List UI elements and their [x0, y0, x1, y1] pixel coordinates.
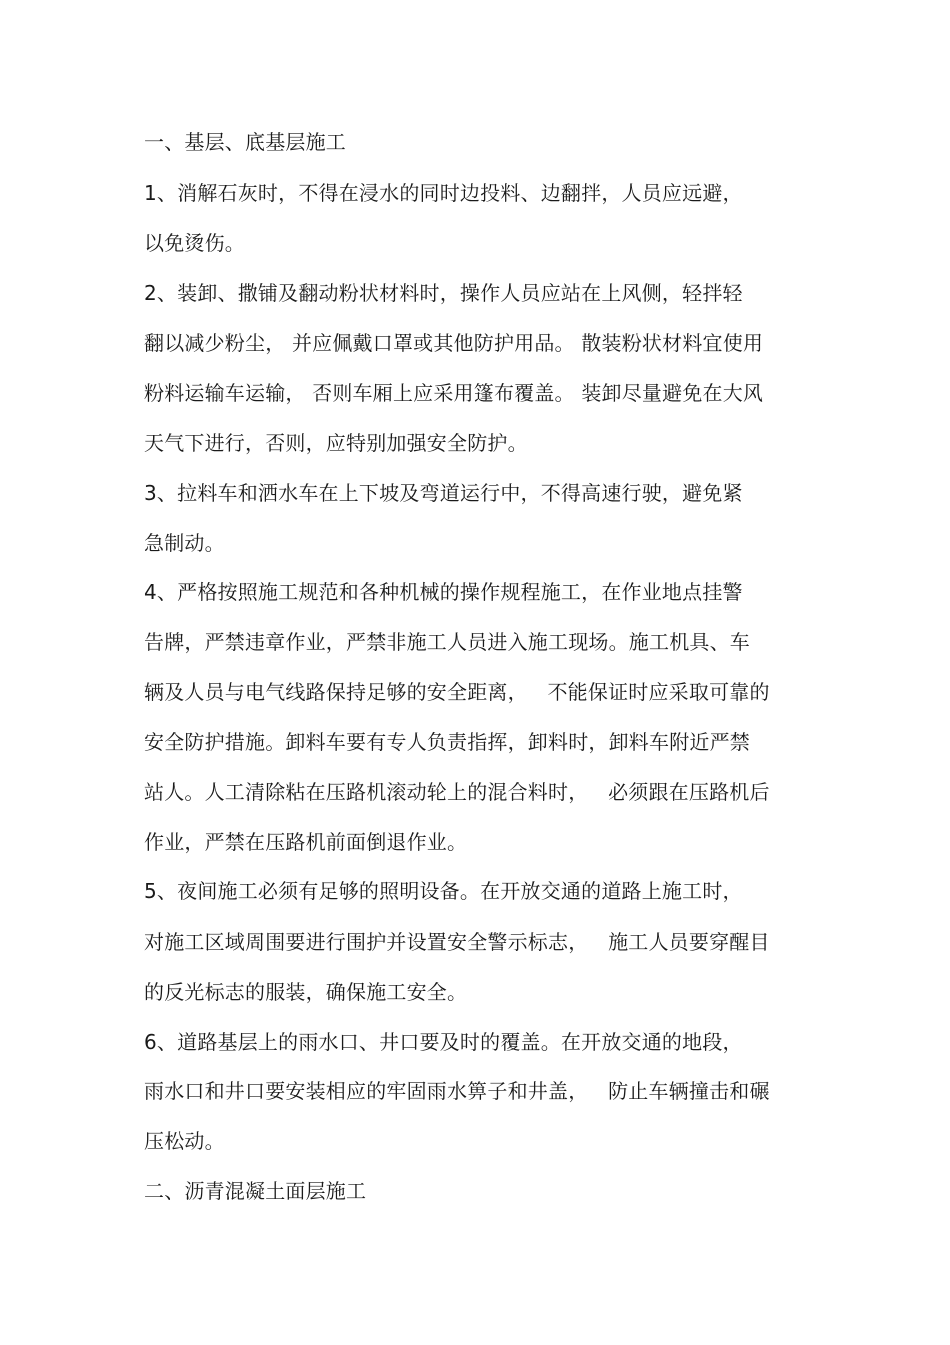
paragraph-5-line-2: 对施工区域周围要进行围护并设置安全警示标志， 施工人员要穿醒目 — [144, 930, 770, 954]
paragraph-4-line-6: 作业，严禁在压路机前面倒退作业。 — [144, 830, 468, 854]
paragraph-4-line-2: 告牌，严禁违章作业，严禁非施工人员进入施工现场。施工机具、车 — [144, 630, 750, 654]
paragraph-6-line-2: 雨水口和井口要安装相应的牢固雨水箅子和井盖， 防止车辆撞击和碾 — [144, 1079, 770, 1103]
paragraph-6-line-1: 6、道路基层上的雨水口、井口要及时的覆盖。在开放交通的地段， — [144, 1030, 743, 1054]
paragraph-4-line-5: 站人。人工清除粘在压路机滚动轮上的混合料时， 必须跟在压路机后 — [144, 780, 770, 804]
paragraph-1-line-2: 以免烫伤。 — [144, 231, 245, 255]
paragraph-4-line-4: 安全防护措施。卸料车要有专人负责指挥，卸料时，卸料车附近严禁 — [144, 730, 750, 754]
paragraph-3-line-2: 急制动。 — [144, 531, 225, 555]
paragraph-6-line-3: 压松动。 — [144, 1129, 225, 1153]
section-heading-1: 一、基层、底基层施工 — [144, 130, 346, 154]
paragraph-3-line-1: 3、拉料车和洒水车在上下坡及弯道运行中，不得高速行驶，避免紧 — [144, 481, 743, 505]
paragraph-2-line-4: 天气下进行，否则，应特别加强安全防护。 — [144, 431, 528, 455]
paragraph-4-line-1: 4、严格按照施工规范和各种机械的操作规程施工，在作业地点挂警 — [144, 580, 743, 604]
section-heading-2: 二、沥青混凝土面层施工 — [144, 1179, 367, 1203]
paragraph-4-line-3: 辆及人员与电气线路保持足够的安全距离， 不能保证时应采取可靠的 — [144, 680, 770, 704]
paragraph-1-line-1: 1、消解石灰时，不得在浸水的同时边投料、边翻拌，人员应远避， — [144, 181, 743, 205]
paragraph-5-line-3: 的反光标志的服装，确保施工安全。 — [144, 980, 468, 1004]
paragraph-5-line-1: 5、夜间施工必须有足够的照明设备。在开放交通的道路上施工时， — [144, 879, 743, 903]
paragraph-2-line-1: 2、装卸、撒铺及翻动粉状材料时，操作人员应站在上风侧，轻拌轻 — [144, 281, 743, 305]
paragraph-2-line-3: 粉料运输车运输， 否则车厢上应采用篷布覆盖。 装卸尽量避免在大风 — [144, 381, 764, 405]
paragraph-2-line-2: 翻以减少粉尘， 并应佩戴口罩或其他防护用品。 散装粉状材料宜使用 — [144, 331, 764, 355]
